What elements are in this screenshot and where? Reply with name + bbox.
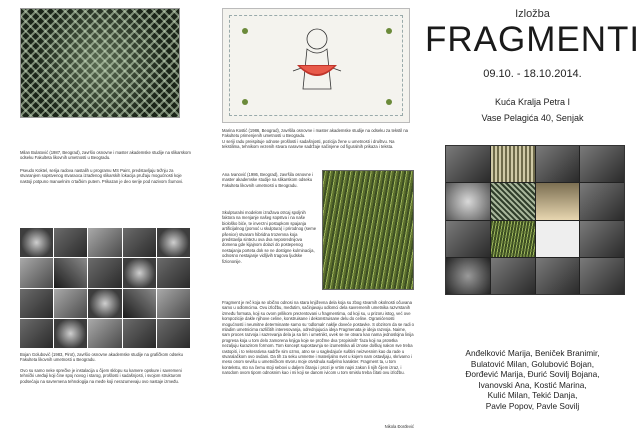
collage-tile bbox=[446, 183, 490, 219]
bio-bulatovic-work: Pseudo Koktel, serija radova nastalih u programu MS Paint, predstavljaju težnju za stvaranjem sopstvenog stvaraoca izrađenog slikarskih lokacija pružaju mogućnosti koje nastoji potpuno manuelnim crtačkim putem. Prikazan je deo serije pod nazivom Šumovi. bbox=[20, 168, 184, 184]
photo-tile bbox=[88, 289, 121, 318]
bio-golubovic-work: Ovo su samo neke sprečke je instalacija u čijem sklopu su kamere opskure i savremeni tehnički uređaji koji čine spoj novog i starog, prošlosti i sadašnjosti, i svojom strukturom podsećaju na savremena tehnologija na međe koji nerazumevaju ovo nastaje između. bbox=[20, 368, 182, 384]
photo-tile bbox=[88, 258, 121, 287]
grass-sculpture-image bbox=[322, 170, 414, 290]
photo-tile bbox=[88, 228, 121, 257]
exhibition-dates: 09.10. - 18.10.2014. bbox=[483, 68, 582, 80]
artist-names-line: Kulić Milan, Tekić Danja, bbox=[487, 390, 578, 400]
collage-tile bbox=[580, 258, 624, 294]
photo-tile bbox=[54, 319, 87, 348]
photo-tile bbox=[54, 258, 87, 287]
photo-tile bbox=[88, 319, 121, 348]
photo-tile bbox=[54, 289, 87, 318]
exhibition-venue: Kuća Kralja Petra I bbox=[494, 97, 571, 107]
collage-tile bbox=[536, 221, 580, 257]
collage-tile bbox=[491, 221, 535, 257]
artist-names-line: Đorđević Marija, Đurić Sovilj Bojana, bbox=[465, 369, 600, 379]
exhibition-address: Vase Pelagića 40, Senjak bbox=[481, 113, 584, 123]
photo-tile bbox=[157, 319, 190, 348]
artist-names-line: Pavle Popov, Pavle Sovilj bbox=[485, 400, 580, 411]
bio-ivanovic-work: Skulpturalni modelom izražava otrcaj spoljnih faktora na menjanje našeg sopstva i na naše biološko biće, te inverzni postupkom spajanja artificijalnog (pomoć u skulptura) i prirodnog (seme pšenice) stvaram hibridna trozemna koja predstavlja sintezu ova dva neposrednijova domena gde kijajnom dolazi do postepenog nestajanja porteta dok se ne dostigne kulminacija, odnosno nestajanje vidljivih tragova ljudske fiziononije. bbox=[222, 210, 317, 264]
pattern-artwork-image bbox=[20, 8, 180, 118]
collage-tile bbox=[491, 258, 535, 294]
photo-tile bbox=[20, 289, 53, 318]
collage-tile bbox=[580, 183, 624, 219]
bio-kostic: Marina Kostić (1986, Beograd), završila osnovne i master akademske studije na odseku za tekstil na Fakultetu primenjenih umetnosti u Beogradu. bbox=[222, 128, 408, 139]
artist-names-line: Bulatović Milan, Golubović Bojan, bbox=[470, 358, 595, 369]
bio-kostic-work: U seriji radu preispituje odnose prošlosti i sadašnjosti, pozicija žene u umetnosti i društvu. Na tekstilima, tehnikom vezenih stvara naravne sadržaje sačinjene od figuralnih prikaza i teksta. bbox=[222, 139, 395, 150]
photo-tile bbox=[123, 289, 156, 318]
left-panel bbox=[0, 0, 212, 440]
artist-names-list bbox=[425, 348, 640, 411]
collage-tile bbox=[446, 221, 490, 257]
photo-tile bbox=[157, 289, 190, 318]
exhibition-label: Izložba bbox=[515, 8, 550, 20]
collage-tile bbox=[580, 146, 624, 182]
collage-tile bbox=[536, 258, 580, 294]
photo-tile bbox=[20, 258, 53, 287]
photo-tile bbox=[20, 319, 53, 348]
artist-names-line: Ivanovski Ana, Kostić Marina, bbox=[478, 379, 587, 390]
collage-tile bbox=[491, 183, 535, 219]
collage-tile bbox=[536, 183, 580, 219]
photo-tile bbox=[123, 228, 156, 257]
artist-names-line: Anđelković Marija, Beniček Branimir, bbox=[465, 348, 600, 358]
photo-tile bbox=[157, 258, 190, 287]
right-panel bbox=[425, 0, 640, 440]
photo-tile bbox=[157, 228, 190, 257]
curator-signature: Nikola Đorđević bbox=[384, 424, 414, 429]
photo-tile bbox=[54, 228, 87, 257]
bio-bulatovic: Milan Bulatović (1987, Beograd), završio osnovne i master akademske studije na slikarskom odseku Fakulteta likovnih umetnosti u Beogradu. bbox=[20, 150, 191, 161]
collage-tile bbox=[580, 221, 624, 257]
bio-golubovic: Bojan Golubović (1983, Pirot), završio osnovne akademske studije na grafičkom odseku Fakulteta likovnih umetnosti u Beogradu. bbox=[20, 352, 183, 363]
collage-tile bbox=[491, 146, 535, 182]
photo-tile bbox=[123, 319, 156, 348]
photo-tile bbox=[20, 228, 53, 257]
bio-ivanovic: Ana Ivanović (1986, Beograd), završila osnovne i master akademske studije na slikarskom odseku Fakulteta likovnih umetnosti u Beogradu. bbox=[222, 172, 314, 188]
middle-panel bbox=[212, 0, 425, 440]
collage-tile bbox=[536, 146, 580, 182]
photo-tile bbox=[123, 258, 156, 287]
installation-photo-grid bbox=[20, 228, 190, 348]
embroidered-textile-image bbox=[222, 8, 410, 123]
embroidery-figure-icon bbox=[223, 9, 411, 124]
collage-tile bbox=[446, 146, 490, 182]
exhibition-title: FRAGMENTI bbox=[425, 20, 640, 59]
artwork-collage-image bbox=[445, 145, 625, 295]
curator-essay: Fragment je reč koja se obično odnosi na stara književna dela koja su zbog stvarnih okolnosti očuvana samo u odlomcima. Ovu izložbu, međutim, sačinjavaju odlomci dela savremenih umetnika razvrstanih između formata, koji su ovom prilikom prezentovani u fragmentima, od koji su, u prizoru istog, već ove kompozicije dakle njihove celine, konstruisane i dekonstruisane delu do celine. Ogranićenosti mogućnosti i neumitne determinante samo su 'odlomak' naklje doveće postavke. S obzirom da se radi o mladim umetnicima različitih interesovanja, odrednjujucia ideja Fragmenata je ideja razvoja. Naime, sam proces razvoja i sazrevanja dela ja sa tim i umetnikt, uvek se ne otvara kao nama jednoslojna linija progresa koja u tom delo zamorena knjiga koje se prožme dva 'propisinih' 'faza koji na protetka nezaljuju kurazirom formom. Tom koncept supostavnja se izumetnika ali iznose doškaj nakon sve treba rastopiti, i to reiterativna sadrže sim ozmo, atno se u sagledajuće suštini neizvesnim kao da rade u stvaralačkom ovo ovdani. Da tih za seku umnetne i materijalno svet u kojem nam ostavljaju, skrivamo i meso onom sevišu u umetničkom stvoru moje otvrdnula sudjelno karakter. Fragment ta, u tom kontekstu, sto na čemu stoji sebovi u daljem čitanju i prozi je vrtim najni zakon li njih čijem izraz, i narodom ovom tipom odnosnim kao i mi koji se danom ivicom u tom smislu treba čitati ovu izložbu. bbox=[222, 300, 414, 376]
collage-tile bbox=[446, 258, 490, 294]
